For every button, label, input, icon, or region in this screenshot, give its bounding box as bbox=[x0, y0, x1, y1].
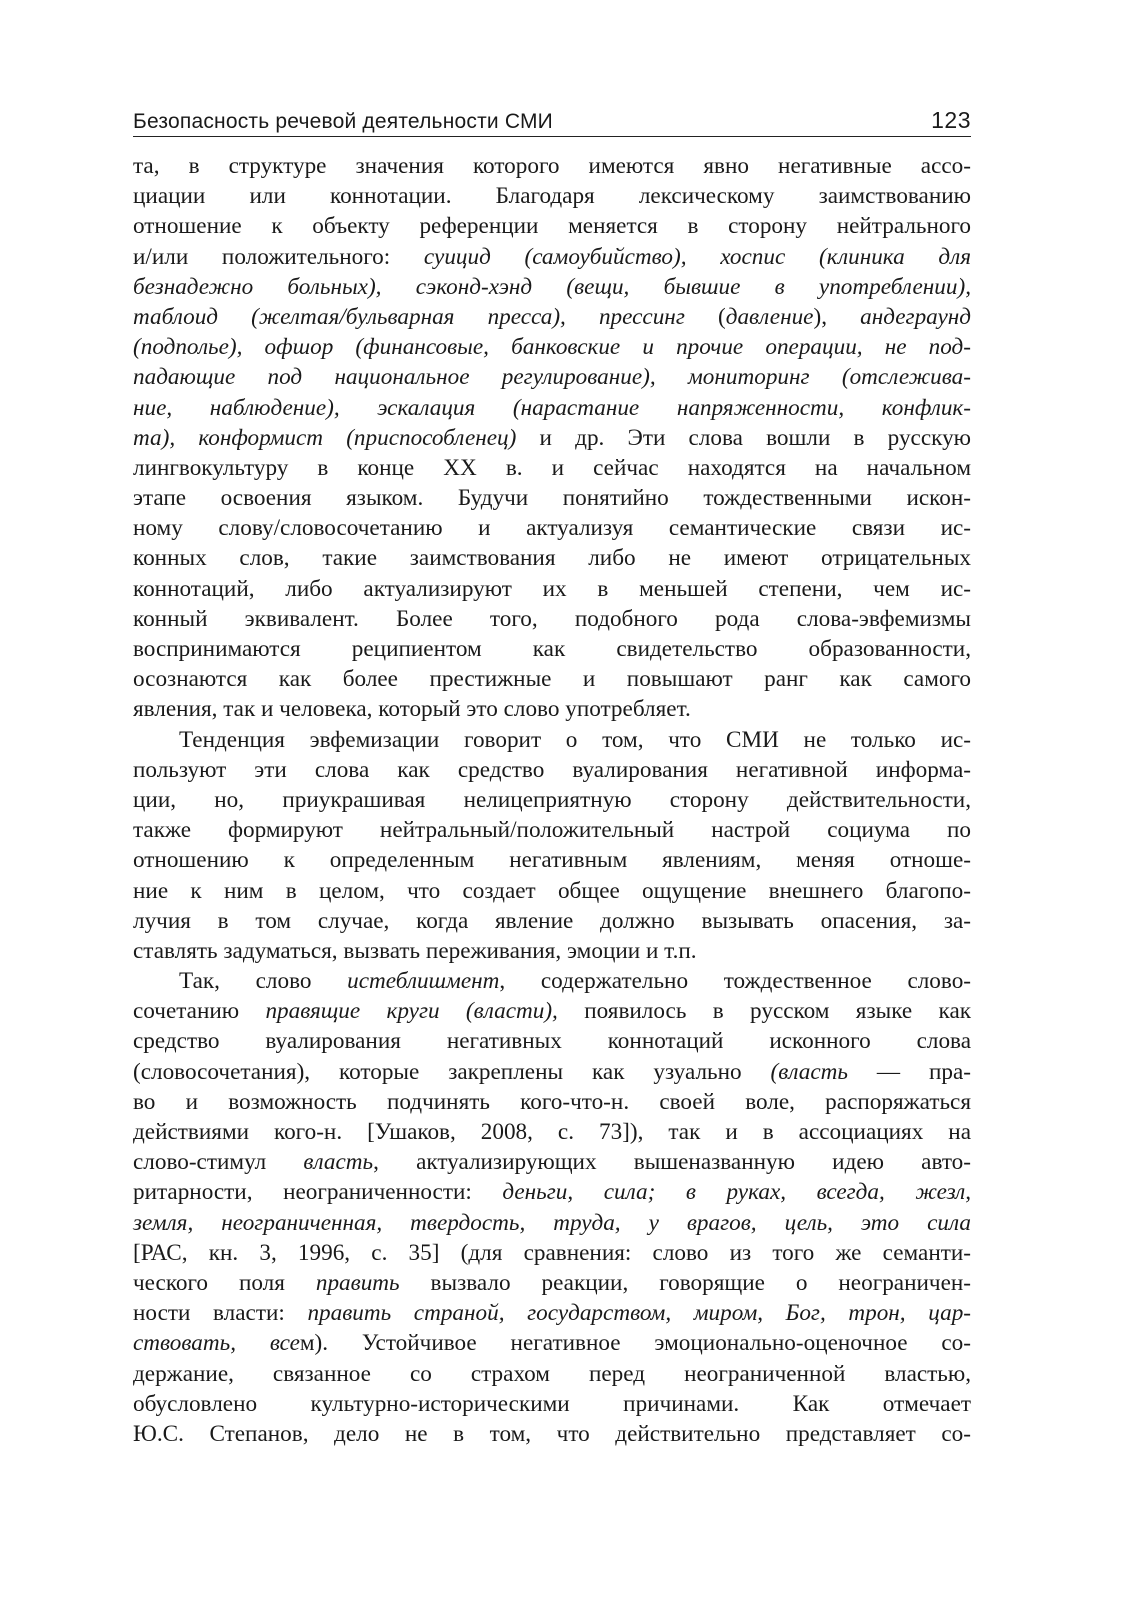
italic-text: давление bbox=[725, 303, 814, 330]
text-line bbox=[133, 1238, 971, 1268]
text-line bbox=[133, 694, 971, 724]
body-text bbox=[133, 151, 971, 1449]
text-run: слово-стимул bbox=[133, 1149, 304, 1176]
running-header-title: Безопасность речевой деятельности СМИ bbox=[133, 110, 553, 133]
text-line bbox=[133, 996, 971, 1026]
text-line bbox=[133, 1419, 971, 1449]
text-run: этапе освоения языком. Будучи понятийно тождественными искон- bbox=[133, 485, 971, 512]
text-line bbox=[133, 1268, 971, 1298]
text-run: действиями кого-н. [Ушаков, 2008, с. 73]), так и в ассоциациях на bbox=[133, 1119, 971, 1145]
text-line bbox=[133, 1298, 971, 1328]
text-line bbox=[133, 302, 971, 332]
text-line bbox=[133, 936, 971, 966]
text-line bbox=[133, 332, 971, 362]
text-run: отношение к объекту референции меняется в сторону нейтрального bbox=[133, 213, 971, 240]
text-line bbox=[133, 453, 971, 483]
text-run: ному слову/словосочетанию и актуализуя семантические связи ис- bbox=[133, 515, 971, 542]
italic-text: деньги, сила; в руках, всегда, жезл, bbox=[502, 1179, 971, 1206]
italic-text: та), конформист (приспособленец) bbox=[133, 424, 517, 451]
text-line bbox=[133, 876, 971, 906]
text-run: конный эквивалент. Более того, подобного рода слова-эвфемизмы bbox=[133, 605, 971, 632]
italic-text: править bbox=[315, 1269, 400, 1296]
text-run: (словосочетания), которые закреплены как узуально bbox=[133, 1058, 771, 1085]
text-run: средство вуалирования негативных коннотаций исконного слова bbox=[133, 1028, 971, 1055]
text-run: ние к ним в целом, что создает общее ощущение внешнего благопо- bbox=[133, 877, 971, 904]
italic-text: андеграунд bbox=[860, 303, 971, 330]
italic-text: падающие под национальное регулирование), мониторинг (отслежива- bbox=[133, 364, 971, 391]
text-line bbox=[133, 574, 971, 604]
text-run: ческого поля bbox=[133, 1269, 316, 1296]
text-line bbox=[133, 755, 971, 785]
text-run: [РАС, кн. 3, 1996, с. 35] (для сравнения: слово из того же семанти- bbox=[133, 1239, 971, 1266]
text-run: Ю.С. Степанов, дело не в том, что действительно представляет со- bbox=[133, 1420, 971, 1447]
text-line bbox=[133, 785, 971, 815]
text-line bbox=[133, 513, 971, 543]
text-line bbox=[133, 1057, 971, 1087]
text-run: , содержательно тождественное слово- bbox=[499, 968, 972, 995]
text-line bbox=[133, 272, 971, 302]
text-line bbox=[133, 725, 971, 755]
text-run: обусловлено культурно-историческими причинами. Как отмечает bbox=[133, 1390, 971, 1417]
italic-text: таблоид (желтая/бульварная пресса), прессинг bbox=[133, 303, 718, 330]
italic-text: ние, наблюдение), эскалация (нарастание напряженности, конфлик- bbox=[133, 394, 971, 421]
text-line bbox=[133, 1389, 971, 1419]
text-line bbox=[133, 1208, 971, 1238]
text-run: также формируют нейтральный/положительный настрой социума по bbox=[133, 817, 971, 844]
text-line bbox=[133, 393, 971, 423]
text-line bbox=[133, 483, 971, 513]
text-run: во и возможность подчинять кого-что-н. своей воле, распоряжаться bbox=[133, 1088, 971, 1115]
text-run: та, в структуре значения которого имеются явно негативные ассо- bbox=[133, 153, 971, 179]
text-line bbox=[133, 1087, 971, 1117]
text-line bbox=[133, 1147, 971, 1177]
text-line bbox=[133, 1359, 971, 1389]
text-line bbox=[133, 362, 971, 392]
text-line bbox=[133, 543, 971, 573]
text-run: появилось в русском языке как bbox=[557, 998, 972, 1025]
italic-text: власть bbox=[303, 1149, 374, 1176]
text-run: сочетанию bbox=[133, 998, 266, 1025]
italic-text: ствовать, все bbox=[133, 1330, 300, 1357]
text-line bbox=[133, 181, 971, 211]
italic-text: суицид (самоубийство), хоспис (клиника для bbox=[423, 243, 971, 270]
page-number: 123 bbox=[931, 107, 971, 133]
italic-text: править страной, государством, миром, Бог, трон, цар- bbox=[307, 1300, 972, 1327]
text-run: держание, связанное со страхом перед неограниченной властью, bbox=[133, 1360, 971, 1387]
text-run: лингвокультуру в конце XX в. и сейчас находятся на начальном bbox=[133, 454, 971, 481]
text-run: Тенденция эвфемизации говорит о том, что СМИ не только ис- bbox=[179, 726, 971, 753]
text-line bbox=[133, 1117, 971, 1147]
text-line bbox=[133, 966, 971, 996]
text-run: лучия в том случае, когда явление должно вызывать опасения, за- bbox=[133, 907, 971, 934]
italic-text: (власть bbox=[770, 1058, 848, 1085]
text-run: конных слов, такие заимствования либо не имеют отрицательных bbox=[133, 545, 971, 572]
text-run: м). Устойчивое негативное эмоционально-оценочное со- bbox=[299, 1330, 971, 1357]
text-run: циации или коннотации. Благодаря лексическому заимствованию bbox=[133, 183, 971, 210]
italic-text: земля, неограниченная, твердость, труда, у врагов, цель, это сила bbox=[133, 1209, 971, 1236]
text-line bbox=[133, 604, 971, 634]
book-page bbox=[133, 104, 971, 1449]
italic-text: истеблишмент bbox=[347, 968, 500, 995]
text-run: ритарности, неограниченности: bbox=[133, 1179, 503, 1206]
text-run: явления, так и человека, который это слово употребляет. bbox=[133, 696, 691, 723]
text-run: коннотаций, либо актуализируют их в меньшей степени, чем ис- bbox=[133, 575, 971, 602]
text-run: вызвало реакции, говорящие о неограничен- bbox=[399, 1269, 971, 1296]
running-header bbox=[133, 104, 971, 137]
text-run: воспринимаются реципиентом как свидетельство образованности, bbox=[133, 636, 971, 662]
text-line bbox=[133, 151, 971, 181]
text-run: ( bbox=[717, 303, 726, 330]
text-run: пользуют эти слова как средство вуалирования негативной информа- bbox=[133, 756, 971, 783]
text-run: и др. Эти слова вошли в русскую bbox=[516, 424, 971, 451]
italic-text: безнадежно больных), сэконд-хэнд (вещи, бывшие в употреблении), bbox=[133, 273, 971, 300]
text-run: и/или положительного: bbox=[133, 243, 424, 270]
text-line bbox=[133, 423, 971, 453]
text-line bbox=[133, 815, 971, 845]
text-line bbox=[133, 211, 971, 241]
italic-text: правящие круги (власти), bbox=[265, 998, 558, 1025]
text-run: ности власти: bbox=[133, 1300, 308, 1327]
text-line bbox=[133, 1026, 971, 1056]
text-run: , актуализирующих вышеназванную идею авто- bbox=[373, 1149, 971, 1176]
text-line bbox=[133, 906, 971, 936]
text-line bbox=[133, 664, 971, 694]
text-run: отношению к определенным негативным явлениям, меняя отноше- bbox=[133, 847, 971, 874]
text-run: Так, слово bbox=[179, 968, 348, 995]
italic-text: (подполье), офшор (финансовые, банковские и прочие операции, не под- bbox=[133, 334, 971, 361]
text-line bbox=[133, 634, 971, 664]
text-run: ), bbox=[813, 303, 861, 330]
text-run: — пра- bbox=[847, 1058, 971, 1085]
text-run: ции, но, приукрашивая нелицеприятную сторону действительности, bbox=[133, 786, 971, 813]
text-line bbox=[133, 1177, 971, 1207]
text-run: осознаются как более престижные и повышают ранг как самого bbox=[133, 666, 971, 693]
text-line bbox=[133, 845, 971, 875]
text-run: ставлять задуматься, вызвать переживания, эмоции и т.п. bbox=[133, 937, 697, 964]
text-line bbox=[133, 242, 971, 272]
text-line bbox=[133, 1328, 971, 1358]
